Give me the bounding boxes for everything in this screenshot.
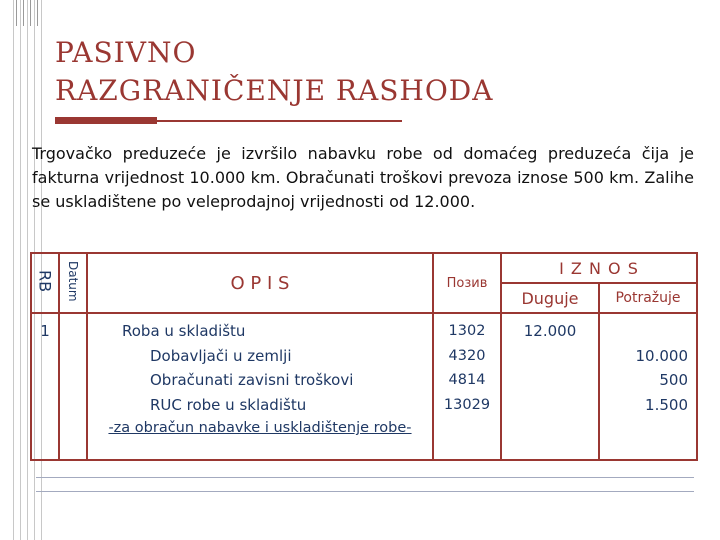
journal-entry-account: Dobavljači u zemlji — [150, 346, 292, 365]
pinstripe-tick — [23, 0, 24, 26]
potrazuje-cell — [599, 313, 697, 460]
col-header-poziv: Позив — [433, 253, 501, 313]
journal-entry-note: -za obračun nabavke i uskladištenje robe- — [108, 420, 412, 436]
intro-paragraph: Trgovačko preduzeće je izvršilo nabavku robe od domaćeg preduzeća čija je fakturna vrijednost 10.000 km. Obračunati troškovi prevoza iznose 500 km. Zalihe se uskladištene po veleprodajnoj vrijednosti od 12.000. — [32, 144, 694, 211]
title-underline-thin — [157, 120, 402, 122]
journal-entry-potrazuje: 1.500 — [645, 395, 688, 414]
journal-entry-account: Roba u skladištu — [122, 322, 246, 340]
slide-title — [55, 34, 493, 110]
closing-line-top — [36, 477, 694, 478]
pinstripe-tick — [16, 0, 17, 26]
col-header-opis: O P I S — [87, 253, 433, 313]
journal-entry-poziv: 4814 — [448, 372, 486, 388]
journal-entry-potrazuje: 500 — [659, 371, 688, 389]
journal-entry-duguje: 12.000 — [523, 322, 577, 340]
journal-entry-account: Obračunati zavisni troškovi — [150, 371, 354, 389]
journal-entry-poziv: 13029 — [443, 396, 491, 413]
journal-entry-duguje — [502, 393, 598, 418]
journal-entry-potrazuje — [600, 319, 696, 344]
journal-entry-poziv: 4320 — [448, 347, 486, 364]
journal-entry-potrazuje: 10.000 — [635, 346, 688, 365]
row-number: 1 — [40, 322, 50, 340]
opis-cell — [87, 313, 433, 460]
closing-line-bottom — [36, 491, 694, 492]
title-underline-thick — [55, 117, 157, 124]
title-line-2: RAZGRANIČENJE RASHODA — [55, 74, 494, 107]
col-header-rb-cell — [31, 253, 59, 313]
pinstripe-line — [13, 0, 14, 540]
col-header-datum: Datum — [66, 260, 80, 302]
journal-entry-duguje — [502, 368, 598, 393]
pinstripe-tick — [37, 0, 38, 26]
journal-entry-account: RUC robe u skladištu — [150, 395, 307, 414]
title-line-1: PASIVNO — [55, 36, 197, 69]
col-header-iznos: I Z N O S — [501, 253, 697, 283]
col-header-duguje: Duguje — [501, 283, 599, 313]
col-header-potrazuje: Potražuje — [599, 283, 697, 313]
row-number-cell — [31, 313, 59, 460]
col-header-rb: RB — [35, 269, 55, 293]
journal-table — [30, 252, 698, 461]
poziv-cell — [433, 313, 501, 460]
pinstripe-line — [27, 0, 28, 540]
journal-entry-duguje — [502, 344, 598, 369]
datum-cell — [59, 313, 87, 460]
pinstripe-line — [20, 0, 21, 540]
col-header-datum-cell — [59, 253, 87, 313]
journal-entry-poziv: 1302 — [448, 323, 486, 339]
duguje-cell — [501, 313, 599, 460]
pinstripe-tick — [30, 0, 31, 26]
